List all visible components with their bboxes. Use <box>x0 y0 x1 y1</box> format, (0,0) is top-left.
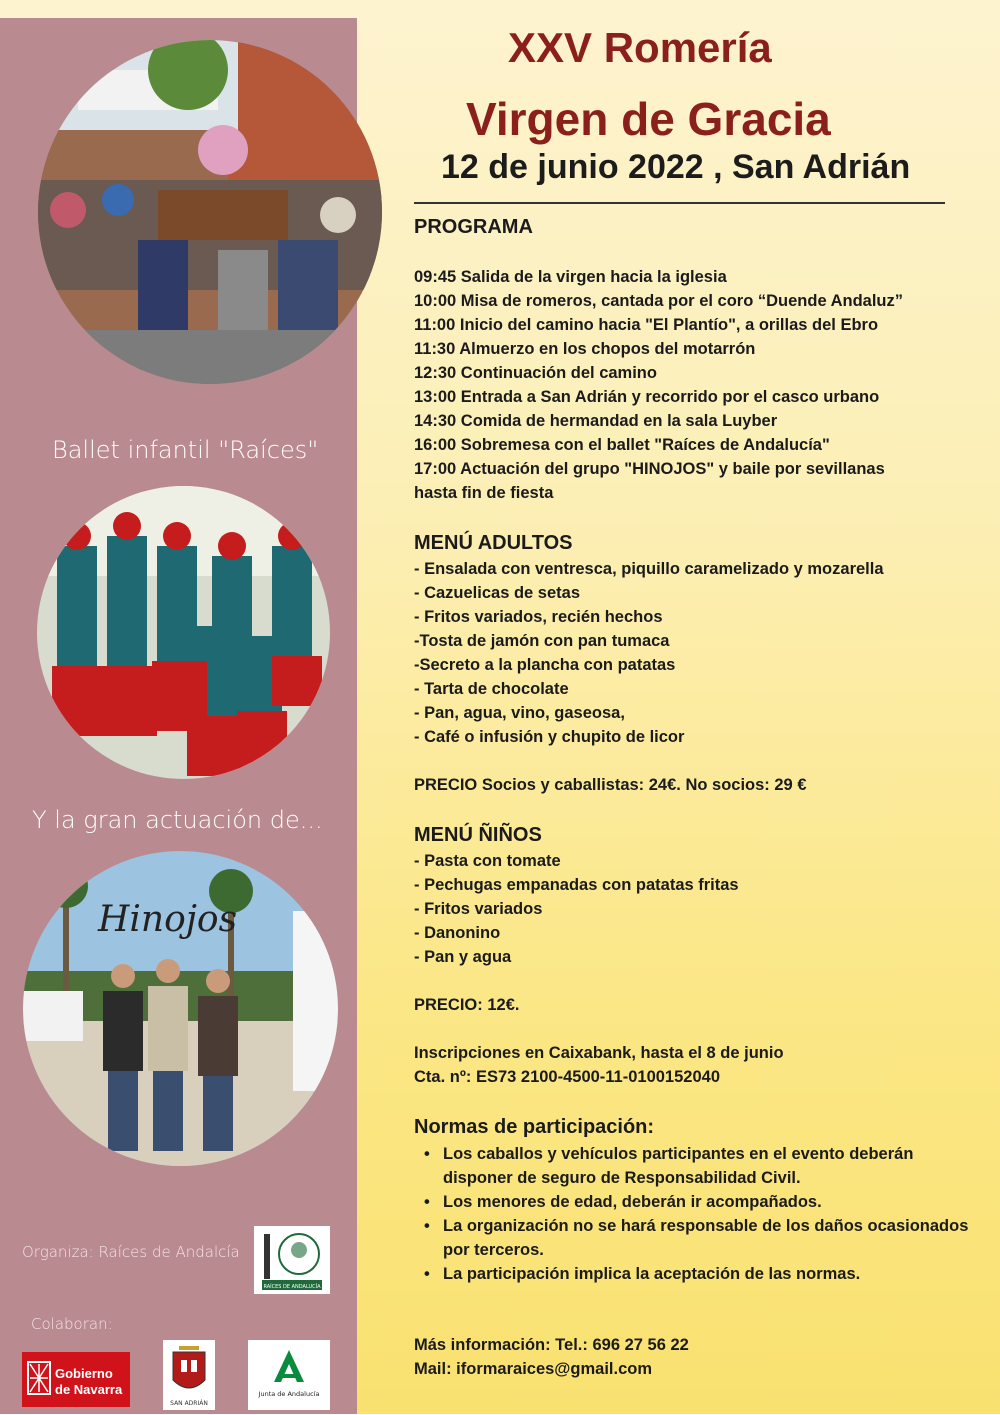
menu-adultos-item: -Secreto a la plancha con patatas <box>414 656 676 674</box>
normas-item: • Los menores de edad, deberán ir acompañados. <box>414 1190 974 1214</box>
programa-item: 11:30 Almuerzo en los chopos del motarrón <box>414 340 756 358</box>
hinojos-label: Hinojos <box>98 899 238 940</box>
menu-ninos-item: - Pechugas empanadas con patatas fritas <box>414 876 739 894</box>
contact-mail: Mail: iformaraices@gmail.com <box>414 1360 653 1378</box>
junta-andalucia-logo <box>248 1340 330 1410</box>
san-adrian-logo-text: SAN ADRIÁN <box>170 1400 208 1407</box>
raices-logo-text: RAÍCES DE ANDALUCÍA <box>263 1284 321 1290</box>
colaboran-label: Colaboran: <box>31 1315 113 1333</box>
romeria-photo <box>38 40 382 384</box>
programa-item: 10:00 Misa de romeros, cantada por el coro “Duende Andaluz” <box>414 292 904 310</box>
navarra-text-line1: Gobierno <box>55 1366 113 1381</box>
normas-item: • La organización no se hará responsable de los daños ocasionados por terceros. <box>414 1214 974 1262</box>
menu-ninos-item: - Danonino <box>414 924 501 942</box>
gran-actuacion-caption: Y la gran actuación de... <box>32 806 323 834</box>
menu-ninos-item: - Pan y agua <box>414 948 512 966</box>
cuenta-line: Cta. nº: ES73 2100-4500-11-0100152040 <box>414 1068 720 1086</box>
programa-item: 09:45 Salida de la virgen hacia la iglesia <box>414 268 727 286</box>
programa-item: 13:00 Entrada a San Adrián y recorrido por el casco urbano <box>414 388 880 406</box>
title-line1: XXV Romería <box>508 24 772 71</box>
normas-heading: Normas de participación: <box>414 1116 655 1138</box>
event-date-place: 12 de junio 2022 , San Adrián <box>441 148 911 186</box>
ballet-photo <box>37 486 330 779</box>
organiza-label: Organiza: Raíces de Andalcía <box>22 1243 240 1261</box>
menu-adultos-item: - Pan, agua, vino, gaseosa, <box>414 704 625 722</box>
raices-logo <box>254 1226 330 1294</box>
contact-info: Más información: Tel.: 696 27 56 22 <box>414 1336 689 1354</box>
menu-ninos-item: - Fritos variados <box>414 900 543 918</box>
normas-item: • La participación implica la aceptación de las normas. <box>414 1262 974 1286</box>
programa-item: 17:00 Actuación del grupo "HINOJOS" y baile por sevillanas <box>414 460 885 478</box>
programa-item: hasta fin de fiesta <box>414 484 554 502</box>
menu-adultos-item: - Café o infusión y chupito de licor <box>414 728 685 746</box>
programa-item: 12:30 Continuación del camino <box>414 364 657 382</box>
menu-adultos-price: PRECIO Socios y caballistas: 24€. No socios: 29 € <box>414 776 807 794</box>
programa-item: 11:00 Inicio del camino hacia "El Plantío", a orillas del Ebro <box>414 316 879 334</box>
normas-item: • Los caballos y vehículos participantes en el evento deberán disponer de seguro de Responsabilidad Civil. <box>414 1142 974 1190</box>
menu-adultos-heading: MENÚ ADULTOS <box>414 532 573 554</box>
programa-item: 14:30 Comida de hermandad en la sala Luyber <box>414 412 778 430</box>
menu-ninos-price: PRECIO: 12€. <box>414 996 520 1014</box>
programa-item: 16:00 Sobremesa con el ballet "Raíces de Andalucía" <box>414 436 830 454</box>
junta-logo-text: Junta de Andalucía <box>258 1390 320 1398</box>
menu-adultos-item: -Tosta de jamón con pan tumaca <box>414 632 670 650</box>
title-line2: Virgen de Gracia <box>466 93 831 145</box>
hinojos-photo <box>23 851 338 1166</box>
normas-list <box>414 1142 974 1286</box>
header-divider <box>414 202 945 204</box>
menu-ninos-item: - Pasta con tomate <box>414 852 561 870</box>
menu-adultos-item: - Tarta de chocolate <box>414 680 569 698</box>
inscripciones-line: Inscripciones en Caixabank, hasta el 8 de junio <box>414 1044 784 1062</box>
gobierno-navarra-logo <box>22 1352 130 1407</box>
menu-adultos-item: - Ensalada con ventresca, piquillo caramelizado y mozarella <box>414 560 884 578</box>
ballet-caption: Ballet infantil "Raíces" <box>52 436 319 464</box>
menu-adultos-item: - Cazuelicas de setas <box>414 584 580 602</box>
san-adrian-logo <box>163 1340 215 1410</box>
menu-adultos-item: - Fritos variados, recién hechos <box>414 608 663 626</box>
programa-heading: PROGRAMA <box>414 216 533 238</box>
menu-ninos-heading: MENÚ ÑIÑOS <box>414 824 542 846</box>
navarra-text-line2: de Navarra <box>55 1382 123 1397</box>
